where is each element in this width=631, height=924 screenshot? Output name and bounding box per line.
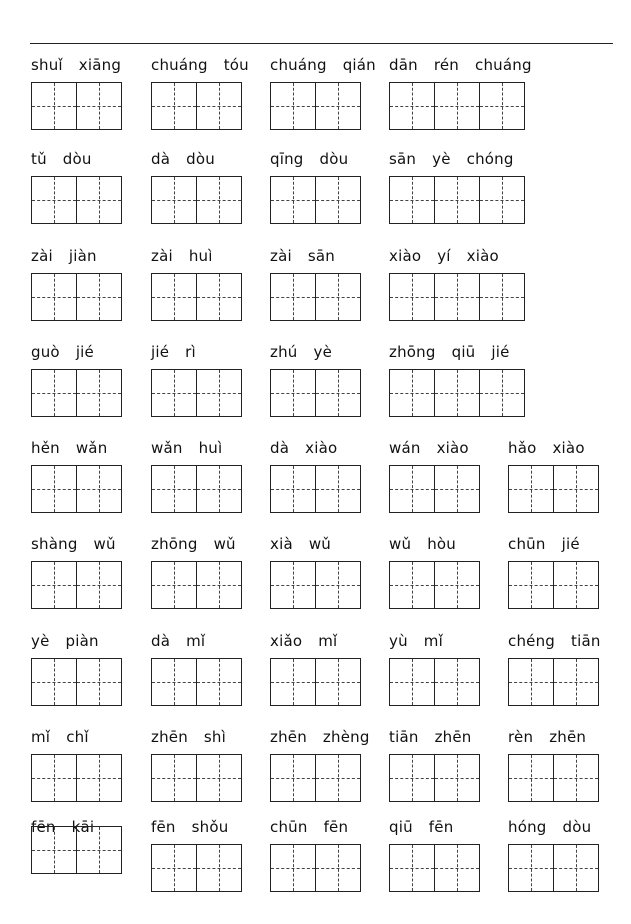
character-box[interactable]: [553, 465, 599, 513]
pinyin-syllable: mǐ: [31, 728, 51, 746]
pinyin-syllable: wǔ: [213, 535, 236, 553]
writing-grid: [270, 273, 360, 321]
writing-grid: [151, 82, 241, 130]
pinyin-syllable: jié: [75, 343, 94, 361]
character-box[interactable]: [31, 176, 77, 224]
character-box[interactable]: [31, 658, 77, 706]
character-box[interactable]: [31, 369, 77, 417]
character-box[interactable]: [315, 176, 361, 224]
pinyin-syllable: wǔ: [308, 535, 332, 553]
top-rule: [30, 43, 613, 44]
pinyin-syllable: dòu: [62, 150, 92, 168]
character-box[interactable]: [479, 273, 525, 321]
pinyin-syllable: shǒu: [191, 818, 229, 836]
character-box[interactable]: [151, 82, 197, 130]
character-box[interactable]: [270, 176, 316, 224]
character-box[interactable]: [31, 465, 77, 513]
pinyin-syllable: zài: [270, 247, 292, 265]
character-box[interactable]: [270, 754, 316, 802]
character-box[interactable]: [151, 176, 197, 224]
character-box[interactable]: [315, 844, 361, 892]
writing-grid: [508, 658, 598, 706]
pinyin-syllable: yè: [432, 150, 451, 168]
pinyin-syllable: qiū: [451, 343, 476, 361]
writing-grid: [151, 273, 241, 321]
writing-grid: [270, 369, 360, 417]
pinyin-syllable: huì: [188, 247, 213, 265]
character-box[interactable]: [434, 844, 480, 892]
writing-grid: [389, 754, 479, 802]
character-box[interactable]: [196, 658, 242, 706]
writing-grid: [389, 658, 479, 706]
character-box[interactable]: [389, 465, 435, 513]
character-box[interactable]: [196, 273, 242, 321]
character-box[interactable]: [434, 82, 480, 130]
pinyin-syllable: zhōng: [389, 343, 436, 361]
character-box[interactable]: [270, 273, 316, 321]
pinyin-syllable: tiān: [571, 632, 601, 650]
character-box[interactable]: [270, 82, 316, 130]
pinyin-line: [151, 56, 265, 74]
character-box[interactable]: [76, 826, 122, 874]
writing-grid: [31, 82, 121, 130]
character-box[interactable]: [389, 561, 435, 609]
writing-grid: [270, 561, 360, 609]
character-box[interactable]: [270, 658, 316, 706]
writing-grid: [270, 82, 360, 130]
pinyin-syllable: chóng: [466, 150, 514, 168]
character-box[interactable]: [196, 465, 242, 513]
writing-grid: [151, 844, 241, 892]
pinyin-line: [151, 439, 238, 457]
character-box[interactable]: [389, 176, 435, 224]
pinyin-syllable: fēn: [428, 818, 454, 836]
pinyin-syllable: zhōng: [151, 535, 198, 553]
pinyin-line: [31, 632, 115, 650]
pinyin-line: [270, 439, 353, 457]
pinyin-syllable: piàn: [65, 632, 99, 650]
pinyin-line: [389, 56, 548, 74]
writing-grid: [270, 754, 360, 802]
pinyin-line: [151, 343, 212, 361]
pinyin-syllable: yè: [313, 343, 333, 361]
writing-grid: [31, 176, 121, 224]
pinyin-syllable: tiān: [389, 728, 419, 746]
character-box[interactable]: [315, 273, 361, 321]
pinyin-syllable: jiàn: [68, 247, 97, 265]
writing-grid: [389, 369, 524, 417]
writing-grid: [151, 465, 241, 513]
writing-grid: [389, 273, 524, 321]
writing-grid: [389, 82, 524, 130]
character-box[interactable]: [196, 754, 242, 802]
character-box[interactable]: [315, 369, 361, 417]
pinyin-syllable: zhú: [270, 343, 298, 361]
character-box[interactable]: [389, 273, 435, 321]
pinyin-syllable: sān: [307, 247, 335, 265]
pinyin-syllable: sān: [389, 150, 417, 168]
pinyin-syllable: huì: [198, 439, 223, 457]
pinyin-syllable: xià: [270, 535, 293, 553]
writing-grid: [31, 273, 121, 321]
pinyin-syllable: zhēn: [270, 728, 307, 746]
pinyin-syllable: mǐ: [186, 632, 206, 650]
character-box[interactable]: [508, 658, 554, 706]
pinyin-line: [151, 632, 221, 650]
pinyin-syllable: shuǐ: [31, 56, 63, 74]
pinyin-line: [508, 439, 601, 457]
pinyin-line: [389, 728, 487, 746]
character-box[interactable]: [270, 369, 316, 417]
character-box[interactable]: [76, 273, 122, 321]
pinyin-syllable: wán: [389, 439, 421, 457]
pinyin-line: [508, 818, 607, 836]
character-box[interactable]: [389, 754, 435, 802]
pinyin-syllable: mǐ: [423, 632, 443, 650]
character-box[interactable]: [31, 561, 77, 609]
pinyin-syllable: dòu: [186, 150, 215, 168]
character-box[interactable]: [479, 369, 525, 417]
character-box[interactable]: [553, 754, 599, 802]
pinyin-line: [389, 818, 469, 836]
pinyin-syllable: qīng: [270, 150, 304, 168]
writing-grid: [151, 658, 241, 706]
character-box[interactable]: [389, 844, 435, 892]
pinyin-syllable: dòu: [562, 818, 592, 836]
character-box[interactable]: [508, 561, 554, 609]
character-box[interactable]: [151, 273, 197, 321]
pinyin-syllable: dòu: [319, 150, 349, 168]
pinyin-syllable: wǔ: [389, 535, 412, 553]
character-box[interactable]: [270, 465, 316, 513]
character-box[interactable]: [434, 754, 480, 802]
pinyin-line: [270, 56, 392, 74]
pinyin-syllable: shàng: [31, 535, 78, 553]
pinyin-syllable: chuáng: [270, 56, 327, 74]
pinyin-line: [31, 535, 132, 553]
pinyin-line: [508, 632, 617, 650]
pinyin-line: [270, 247, 351, 265]
pinyin-line: [389, 150, 530, 168]
character-box[interactable]: [151, 844, 197, 892]
pinyin-syllable: dà: [270, 439, 290, 457]
character-box[interactable]: [76, 82, 122, 130]
writing-grid: [270, 176, 360, 224]
pinyin-syllable: jié: [491, 343, 510, 361]
pinyin-line: [270, 728, 386, 746]
pinyin-line: [151, 535, 252, 553]
character-box[interactable]: [31, 273, 77, 321]
pinyin-syllable: fēn: [151, 818, 176, 836]
character-box[interactable]: [479, 82, 525, 130]
pinyin-syllable: zhèng: [322, 728, 370, 746]
writing-grid: [508, 844, 598, 892]
pinyin-syllable: shì: [203, 728, 227, 746]
pinyin-syllable: fēn: [323, 818, 349, 836]
writing-grid: [508, 754, 598, 802]
character-box[interactable]: [76, 561, 122, 609]
pinyin-syllable: chūn: [270, 818, 308, 836]
pinyin-syllable: yè: [31, 632, 50, 650]
pinyin-syllable: rèn: [508, 728, 534, 746]
pinyin-syllable: zhēn: [151, 728, 188, 746]
pinyin-syllable: hòu: [427, 535, 456, 553]
pinyin-syllable: qiū: [389, 818, 413, 836]
character-box[interactable]: [389, 369, 435, 417]
pinyin-syllable: chūn: [508, 535, 546, 553]
character-box[interactable]: [389, 82, 435, 130]
pinyin-syllable: wǎn: [151, 439, 183, 457]
pinyin-syllable: guò: [31, 343, 60, 361]
pinyin-line: [151, 247, 229, 265]
character-box[interactable]: [389, 658, 435, 706]
character-box[interactable]: [31, 826, 77, 874]
pinyin-syllable: zài: [31, 247, 53, 265]
pinyin-line: [389, 247, 515, 265]
pinyin-syllable: rì: [185, 343, 196, 361]
writing-grid: [270, 844, 360, 892]
character-box[interactable]: [315, 82, 361, 130]
pinyin-syllable: xiào: [305, 439, 338, 457]
character-box[interactable]: [315, 754, 361, 802]
writing-grid: [389, 176, 524, 224]
pinyin-syllable: xiāng: [78, 56, 122, 74]
character-box[interactable]: [151, 465, 197, 513]
character-box[interactable]: [151, 658, 197, 706]
pinyin-syllable: zhēn: [549, 728, 587, 746]
writing-grid: [151, 561, 241, 609]
character-box[interactable]: [31, 82, 77, 130]
pinyin-line: [151, 728, 242, 746]
pinyin-syllable: zhēn: [434, 728, 472, 746]
pinyin-syllable: chéng: [508, 632, 556, 650]
character-box[interactable]: [196, 844, 242, 892]
pinyin-syllable: jié: [561, 535, 580, 553]
writing-grid: [151, 754, 241, 802]
pinyin-syllable: hóng: [508, 818, 547, 836]
writing-grid: [31, 826, 121, 874]
character-box[interactable]: [508, 465, 554, 513]
pinyin-syllable: jié: [151, 343, 170, 361]
pinyin-line: [31, 343, 110, 361]
pinyin-line: [389, 343, 526, 361]
pinyin-syllable: chuáng: [475, 56, 532, 74]
writing-grid: [508, 465, 598, 513]
character-box[interactable]: [434, 658, 480, 706]
character-box[interactable]: [196, 176, 242, 224]
writing-grid: [31, 658, 121, 706]
character-box[interactable]: [151, 561, 197, 609]
pinyin-syllable: chuáng: [151, 56, 208, 74]
pinyin-line: [270, 818, 364, 836]
character-box[interactable]: [508, 844, 554, 892]
pinyin-line: [31, 56, 137, 74]
pinyin-syllable: dān: [389, 56, 418, 74]
pinyin-line: [31, 728, 105, 746]
character-box[interactable]: [315, 561, 361, 609]
pinyin-line: [389, 535, 472, 553]
pinyin-line: [389, 439, 485, 457]
pinyin-line: [270, 150, 364, 168]
writing-grid: [31, 561, 121, 609]
character-box[interactable]: [151, 369, 197, 417]
pinyin-syllable: yí: [437, 247, 451, 265]
character-box[interactable]: [270, 561, 316, 609]
pinyin-syllable: hǎo: [508, 439, 537, 457]
pinyin-syllable: xiǎo: [270, 632, 303, 650]
pinyin-syllable: tóu: [223, 56, 249, 74]
pinyin-syllable: fēn: [31, 818, 56, 836]
pinyin-line: [270, 632, 353, 650]
pinyin-syllable: wǎn: [75, 439, 108, 457]
character-box[interactable]: [76, 465, 122, 513]
pinyin-syllable: xiào: [389, 247, 422, 265]
writing-grid: [389, 844, 479, 892]
writing-grid: [270, 658, 360, 706]
character-box[interactable]: [196, 369, 242, 417]
character-box[interactable]: [151, 754, 197, 802]
writing-grid: [31, 369, 121, 417]
character-box[interactable]: [315, 658, 361, 706]
pinyin-line: [508, 728, 602, 746]
character-box[interactable]: [76, 176, 122, 224]
character-box[interactable]: [434, 465, 480, 513]
writing-grid: [389, 561, 479, 609]
character-box[interactable]: [196, 82, 242, 130]
writing-grid: [151, 369, 241, 417]
character-box[interactable]: [553, 658, 599, 706]
writing-grid: [151, 176, 241, 224]
character-box[interactable]: [76, 369, 122, 417]
writing-grid: [31, 754, 121, 802]
pinyin-syllable: xiào: [466, 247, 499, 265]
character-box[interactable]: [508, 754, 554, 802]
pinyin-syllable: rén: [433, 56, 460, 74]
character-box[interactable]: [270, 844, 316, 892]
pinyin-line: [270, 535, 347, 553]
character-box[interactable]: [196, 561, 242, 609]
character-box[interactable]: [76, 754, 122, 802]
pinyin-syllable: kāi: [71, 818, 95, 836]
pinyin-syllable: mǐ: [318, 632, 338, 650]
character-box[interactable]: [434, 176, 480, 224]
character-box[interactable]: [434, 273, 480, 321]
character-box[interactable]: [434, 369, 480, 417]
character-box[interactable]: [315, 465, 361, 513]
character-box[interactable]: [553, 844, 599, 892]
pinyin-syllable: hěn: [31, 439, 60, 457]
pinyin-line: [31, 150, 108, 168]
writing-grid: [31, 465, 121, 513]
pinyin-line: [389, 632, 459, 650]
pinyin-syllable: dà: [151, 632, 171, 650]
pinyin-syllable: tǔ: [31, 150, 47, 168]
pinyin-line: [508, 535, 596, 553]
pinyin-line: [31, 439, 123, 457]
pinyin-syllable: yù: [389, 632, 408, 650]
character-box[interactable]: [479, 176, 525, 224]
character-box[interactable]: [434, 561, 480, 609]
pinyin-syllable: xiào: [436, 439, 469, 457]
character-box[interactable]: [553, 561, 599, 609]
pinyin-syllable: xiào: [552, 439, 585, 457]
pinyin-line: [151, 150, 231, 168]
pinyin-syllable: qián: [342, 56, 376, 74]
pinyin-syllable: zài: [151, 247, 173, 265]
pinyin-syllable: wǔ: [93, 535, 116, 553]
pinyin-line: [270, 343, 348, 361]
writing-grid: [389, 465, 479, 513]
pinyin-syllable: chǐ: [66, 728, 89, 746]
character-box[interactable]: [31, 754, 77, 802]
character-box[interactable]: [76, 658, 122, 706]
pinyin-line: [151, 818, 244, 836]
pinyin-syllable: dà: [151, 150, 171, 168]
writing-grid: [270, 465, 360, 513]
writing-grid: [508, 561, 598, 609]
pinyin-line: [31, 247, 113, 265]
